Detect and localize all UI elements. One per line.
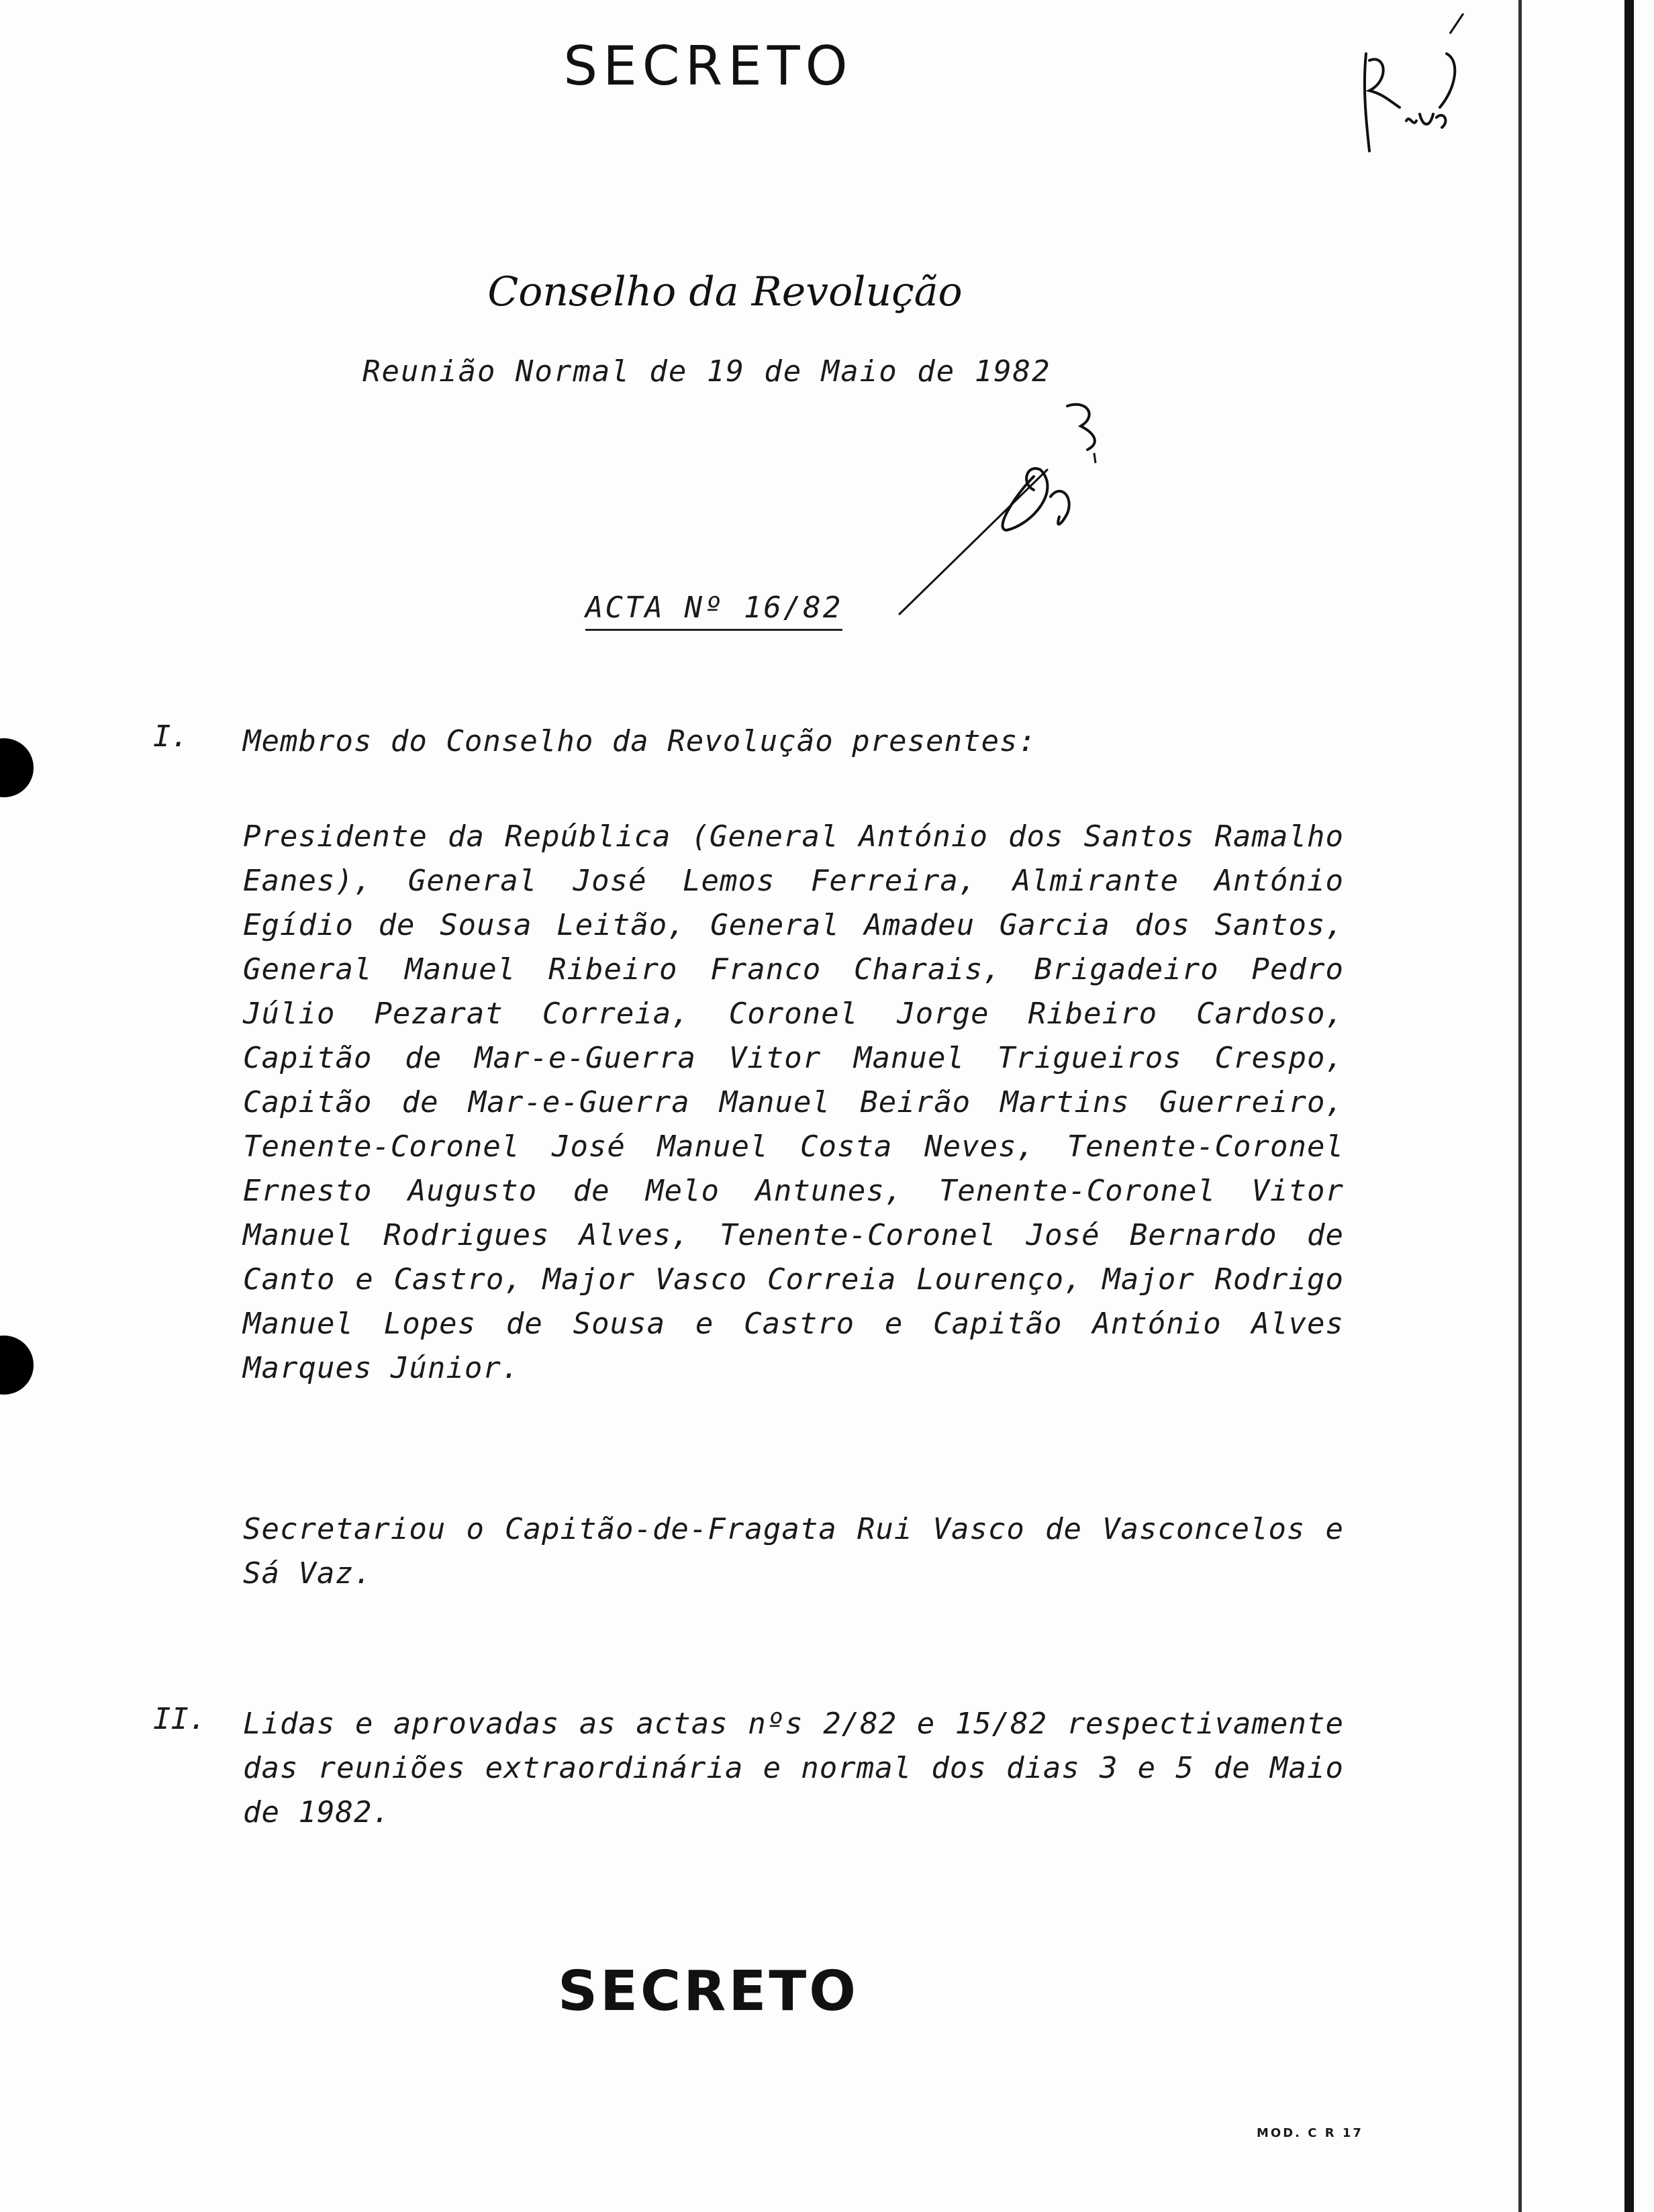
council-name: Conselho da Revolução (487, 268, 963, 315)
section-1-heading: Membros do Conselho da Revolução presentes: (243, 724, 1037, 758)
section-2-text: Lidas e aprovadas as actas nºs 2/82 e 15/82 respectivamente das reuniões extraordinária e normal dos dias 3 e 5 de Maio de 1982. (243, 1707, 1344, 1829)
section-1-members: Presidente da República (General António dos Santos Ramalho Eanes), General José Lemos Ferreira, Almirante António Egídio de Sousa Leitão, General Amadeu Garcia dos Santos, General Manuel Ribeiro Franco Charais, Brigadeiro Pedro Júlio Pezarat Correia, Coronel Jorge Ribeiro Cardoso, Capitão de Mar-e-Guerra Vitor Manuel Trigueiros Crespo, Capitão de Mar-e-Guerra Manuel Beirão Martins Guerreiro, Tenente-Coronel José Manuel Costa Neves, Tenente-Coronel Ernesto Augusto de Melo Antunes, Tenente-Coronel Vitor Manuel Rodrigues Alves, Tenente-Coronel José Bernardo de Canto e Castro, Major Vasco Correia Lourenço, Major Rodrigo Manuel Lopes de Sousa e Castro e Capitão António Alves Marques Júnior. (243, 819, 1344, 1385)
handwritten-signature (879, 396, 1134, 624)
binder-edge-line (1518, 0, 1522, 2212)
meeting-line: Reunião Normal de 19 de Maio de 1982 (362, 354, 1051, 389)
section-1-secretary: Secretariou o Capitão-de-Fragata Rui Vasco de Vasconcelos e Sá Vaz. (243, 1512, 1344, 1591)
punch-hole-upper (0, 738, 34, 797)
classification-stamp-top: SECRETO (563, 35, 853, 97)
minutes-number: ACTA Nº 16/82 (585, 591, 842, 631)
section-number-2: II. (153, 1702, 207, 1736)
binder-edge-strip (1624, 0, 1634, 2212)
form-code: MOD. C R 17 (1257, 2126, 1363, 2140)
punch-hole-lower (0, 1336, 34, 1395)
classification-stamp-bottom: SECRETO (557, 1960, 859, 2023)
section-number-1: I. (153, 719, 189, 754)
handwritten-initials-top (1349, 13, 1470, 161)
